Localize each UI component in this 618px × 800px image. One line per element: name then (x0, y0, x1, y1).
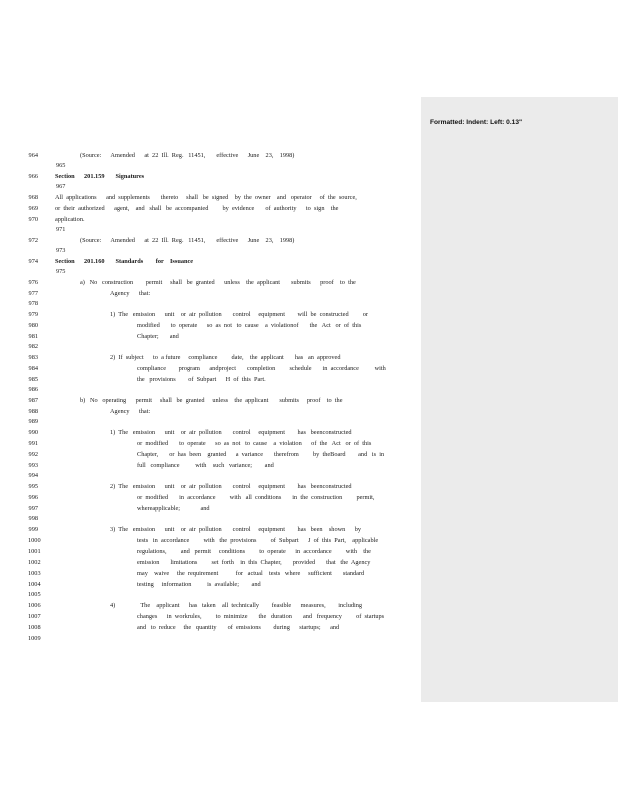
text-line: Agency that: (110, 408, 151, 415)
text-line: whereapplicable; and (137, 505, 210, 512)
line-number: 983 (28, 354, 38, 361)
text-line: 1) The emission unit or air pollution control equipment has beenconstructed (110, 429, 352, 436)
paragraph-marker: 973 (56, 247, 66, 254)
line-number: 982 (28, 343, 38, 350)
line-number: 984 (28, 365, 38, 372)
paragraph-marker: 967 (56, 183, 66, 190)
line-number: 964 (28, 152, 38, 159)
line-number: 993 (28, 462, 38, 469)
text-line: a) No construction permit shall be granted unless the applicant submits proof to the (80, 279, 356, 286)
text-line: Section 201.159 Signatures (55, 173, 145, 180)
line-number: 1005 (28, 591, 41, 598)
line-number: 999 (28, 526, 38, 533)
line-number: 966 (28, 173, 38, 180)
line-number: 995 (28, 483, 38, 490)
line-number: 985 (28, 376, 38, 383)
text-line: or modified to operate so as not to cause a violation of the Act or of this (137, 440, 372, 447)
line-number: 990 (28, 429, 38, 436)
paragraph-marker: 965 (56, 162, 66, 169)
text-line: testing information is available; and (137, 581, 261, 588)
text-line: Chapter, or has been granted a variance therefrom by theBoard and is in (137, 451, 385, 458)
text-line: regulations, and permit conditions to operate in accordance with the (137, 548, 371, 555)
line-number: 969 (28, 205, 38, 212)
text-line: (Source: Amended at 22 Ill. Reg. 11451, effective June 23, 1998) (80, 152, 295, 159)
text-line: 3) The emission unit or air pollution control equipment has been shown by (110, 526, 362, 533)
line-number: 970 (28, 216, 38, 223)
text-line: emission limitations set forth in this Chapter, provided that the Agency (137, 559, 371, 566)
text-line: or modified in accordance with all conditions in the construction permit, (137, 494, 375, 501)
text-line: or their authorized agent, and shall be accompanied by evidence of authority to sign the (55, 205, 339, 212)
text-line: 4) The applicant has taken all technically feasible measures, including (110, 602, 363, 609)
line-number: 978 (28, 300, 38, 307)
line-number: 992 (28, 451, 38, 458)
line-number: 977 (28, 290, 38, 297)
line-number: 1006 (28, 602, 41, 609)
text-line: (Source: Amended at 22 Ill. Reg. 11451, effective June 23, 1998) (80, 237, 295, 244)
text-line: may waive the requirement for actual tests where sufficient standard (137, 570, 365, 577)
line-number: 972 (28, 237, 38, 244)
line-number: 997 (28, 505, 38, 512)
line-number: 1002 (28, 559, 41, 566)
text-line: the provisions of Subpart H of this Part. (137, 376, 266, 383)
comment-pane (421, 97, 618, 702)
line-number: 980 (28, 322, 38, 329)
line-number: 974 (28, 258, 38, 265)
line-number: 996 (28, 494, 38, 501)
text-line: All applications and supplements thereto shall be signed by the owner and operator of the source, (55, 194, 357, 201)
text-line: modified to operate so as not to cause a violationof the Act or of this (137, 322, 362, 329)
line-number: 994 (28, 472, 38, 479)
line-number: 1008 (28, 624, 41, 631)
line-number: 1007 (28, 613, 41, 620)
line-number: 998 (28, 515, 38, 522)
line-number: 1000 (28, 537, 41, 544)
line-number: 981 (28, 333, 38, 340)
line-number: 1003 (28, 570, 41, 577)
text-line: tests in accordance with the provisions of Subpart J of this Part, applicable (137, 537, 379, 544)
comment-balloon-text: Formatted: Indent: Left: 0.13" (430, 119, 523, 126)
line-number: 991 (28, 440, 38, 447)
text-line: and to reduce the quantity of emissions during startups; and (137, 624, 340, 631)
text-line: 2) The emission unit or air pollution control equipment has beenconstructed (110, 483, 352, 490)
text-line: changes in workrules, to minimize the duration and frequency of startups (137, 613, 385, 620)
line-number: 987 (28, 397, 38, 404)
text-line: Agency that: (110, 290, 151, 297)
text-line: compliance program andproject completion schedule in accordance with (137, 365, 386, 372)
line-number: 986 (28, 386, 38, 393)
paragraph-marker: 971 (56, 226, 66, 233)
line-number: 989 (28, 418, 38, 425)
line-number: 979 (28, 311, 38, 318)
line-number: 1009 (28, 635, 41, 642)
text-line: 2) If subject to a future compliance date, the applicant has an approved (110, 354, 341, 361)
text-line: b) No operating permit shall be granted unless the applicant submits proof to the (80, 397, 343, 404)
line-number: 976 (28, 279, 38, 286)
text-line: Section 201.160 Standards for Issuance (55, 258, 194, 265)
line-number: 1001 (28, 548, 41, 555)
text-line: 1) The emission unit or air pollution control equipment will be constructed or (110, 311, 369, 318)
paragraph-marker: 975 (56, 268, 66, 275)
text-line: Chapter; and (137, 333, 179, 340)
line-number: 1004 (28, 581, 41, 588)
line-number: 968 (28, 194, 38, 201)
text-line: application. (55, 216, 85, 223)
line-number: 988 (28, 408, 38, 415)
text-line: full compliance with such variance; and (137, 462, 274, 469)
